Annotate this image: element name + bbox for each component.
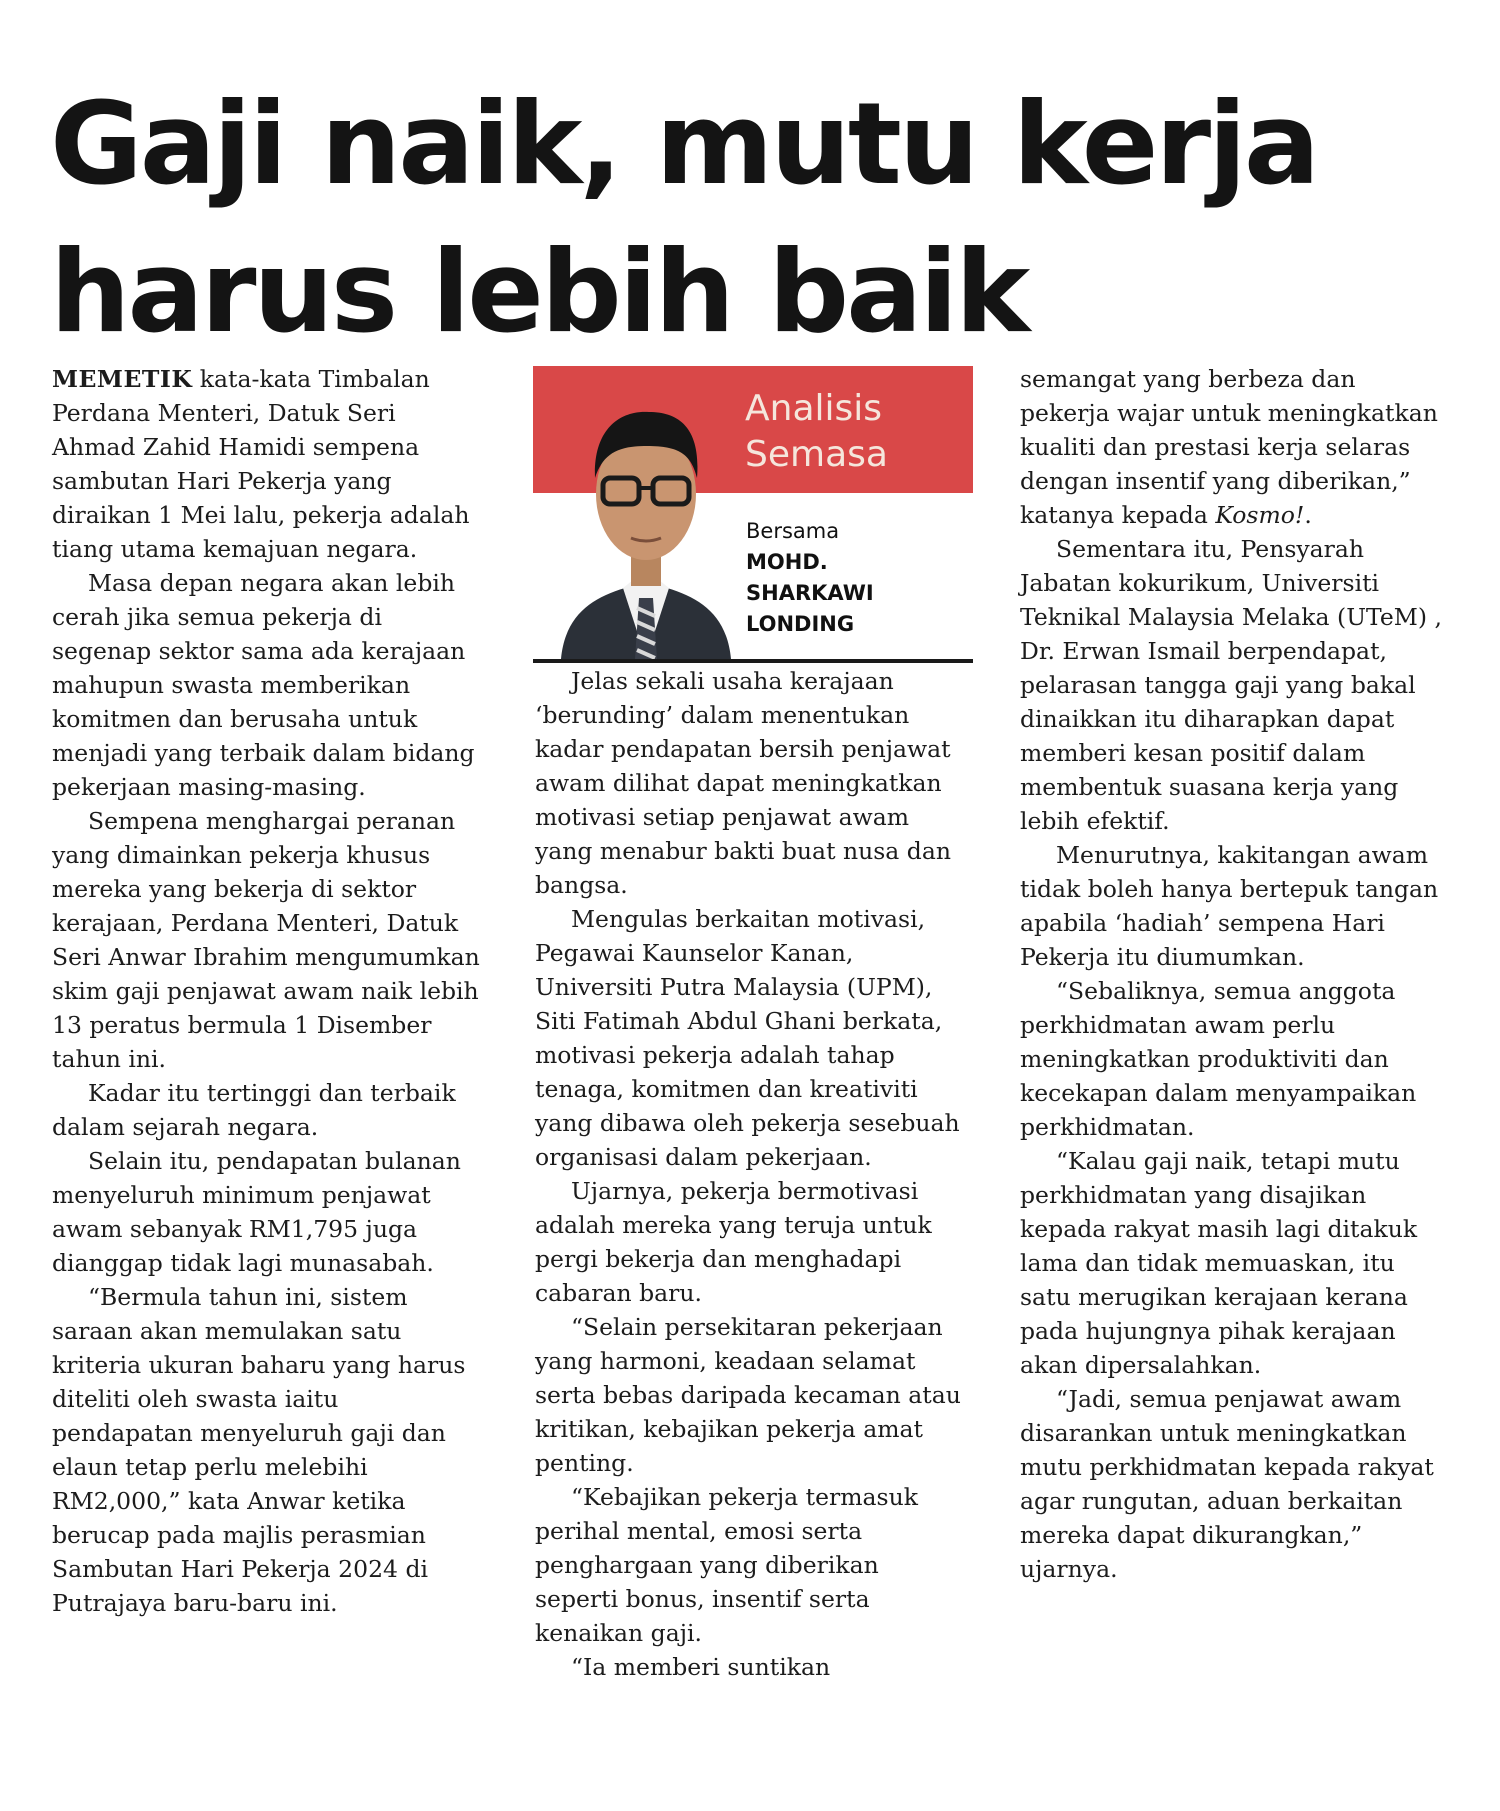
paragraph	[1020, 362, 1450, 532]
paragraph-text: kata-kata Timbalan Perdana Menteri, Datuk Seri Ahmad Zahid Hamidi sempena sambutan Hari Pekerja yang diraikan 1 Mei lalu, pekerja adalah tiang utama kemajuan negara.	[52, 365, 470, 563]
paragraph: “Sebaliknya, semua anggota perkhidmatan awam perlu meningkatkan produktiviti dan kecekapan dalam menyampaikan perkhidmatan.	[1020, 977, 1417, 1141]
author-name-line-2: SHARKAWI	[746, 581, 874, 605]
paragraph-end: .	[1304, 501, 1312, 529]
publication-name: Kosmo!	[1215, 501, 1305, 529]
paragraph	[52, 362, 482, 566]
author-name-line-3: LONDING	[746, 612, 855, 636]
paragraph: “Kebajikan pekerja termasuk perihal mental, emosi serta penghargaan yang diberikan seperti bonus, insentif serta kenaikan gaji.	[535, 1483, 918, 1647]
article-column-2	[535, 664, 965, 1684]
author-name	[746, 547, 874, 640]
paragraph: Kadar itu tertinggi dan terbaik dalam sejarah negara.	[52, 1079, 456, 1141]
headline-line-1: Gaji naik, mutu kerja	[50, 78, 1318, 210]
paragraph: “Kalau gaji naik, tetapi mutu perkhidmatan yang disajikan kepada rakyat masih lagi ditakuk lama dan tidak memuaskan, itu satu merugikan kerajaan kerana pada hujungnya pihak kerajaan akan dipersalahkan.	[1020, 1147, 1418, 1379]
paragraph: Ujarnya, pekerja bermotivasi adalah mereka yang teruja untuk pergi bekerja dan menghadapi cabaran baru.	[535, 1177, 932, 1307]
article-column-1	[52, 362, 482, 1620]
paragraph: Masa depan negara akan lebih cerah jika semua pekerja di segenap sektor sama ada kerajaan mahupun swasta memberikan komitmen dan berusaha untuk menjadi yang terbaik dalam bidang pekerjaan masing-masing.	[52, 569, 475, 801]
byline-label: Bersama	[746, 519, 840, 543]
paragraph: “Bermula tahun ini, sistem saraan akan memulakan satu kriteria ukuran baharu yang harus diteliti oleh swasta iaitu pendapatan menyeluruh gaji dan elaun tetap perlu melebihi RM2,000,” kata Anwar ketika berucap pada majlis perasmian Sambutan Hari Pekerja 2024 di Putrajaya baru-baru ini.	[52, 1283, 466, 1617]
paragraph: Jelas sekali usaha kerajaan ‘berunding’ dalam menentukan kadar pendapatan bersih penjawat awam dilihat dapat meningkatkan motivasi setiap penjawat awam yang menabur bakti buat nusa dan bangsa.	[535, 667, 951, 899]
column-title	[745, 386, 965, 478]
column-author-box	[533, 366, 973, 663]
column-title-line-2: Semasa	[745, 434, 888, 475]
paragraph: Sempena menghargai peranan yang dimainkan pekerja khusus mereka yang bekerja di sektor kerajaan, Perdana Menteri, Datuk Seri Anwar Ibrahim mengumumkan skim gaji penjawat awam naik lebih 13 peratus bermula 1 Disember tahun ini.	[52, 807, 480, 1073]
paragraph: Mengulas berkaitan motivasi, Pegawai Kaunselor Kanan, Universiti Putra Malaysia (UPM), Siti Fatimah Abdul Ghani berkata, motivasi pekerja adalah tahap tenaga, komitmen dan kreativiti yang dibawa oleh pekerja sesebuah organisasi dalam pekerjaan.	[535, 905, 960, 1171]
paragraph: Selain itu, pendapatan bulanan menyeluruh minimum penjawat awam sebanyak RM1,795 juga dianggap tidak lagi munasabah.	[52, 1147, 461, 1277]
lead-word: MEMETIK	[52, 365, 193, 393]
paragraph: Menurutnya, kakitangan awam tidak boleh hanya bertepuk tangan apabila ‘hadiah’ sempena Hari Pekerja itu diumumkan.	[1020, 841, 1439, 971]
paragraph: “Selain persekitaran pekerjaan yang harmoni, keadaan selamat serta bebas daripada kecaman atau kritikan, kebajikan pekerja amat penting.	[535, 1313, 961, 1477]
paragraph: “Jadi, semua penjawat awam disarankan untuk meningkatkan mutu perkhidmatan kepada rakyat agar rungutan, aduan berkaitan mereka dapat dikurangkan,” ujarnya.	[1020, 1385, 1434, 1583]
paragraph: “Ia memberi suntikan	[571, 1653, 831, 1681]
column-title-line-1: Analisis	[745, 388, 883, 429]
paragraph: Sementara itu, Pensyarah Jabatan kokurikum, Universiti Teknikal Malaysia Melaka (UTeM) , Dr. Erwan Ismail berpendapat, pelarasan tangga gaji yang bakal dinaikkan itu diharapkan dapat memberi kesan positif dalam membentuk suasana kerja yang lebih efektif.	[1020, 535, 1442, 835]
headline-line-2: harus lebih baik	[50, 226, 1028, 358]
paragraph-text: semangat yang berbeza dan pekerja wajar untuk meningkatkan kualiti dan prestasi kerja selaras dengan insentif yang diberikan,” katanya kepada	[1020, 365, 1438, 529]
headline	[50, 70, 1460, 366]
author-name-line-1: MOHD.	[746, 550, 828, 574]
article-column-3	[1020, 362, 1450, 1586]
portrait-photo-icon	[551, 366, 741, 659]
